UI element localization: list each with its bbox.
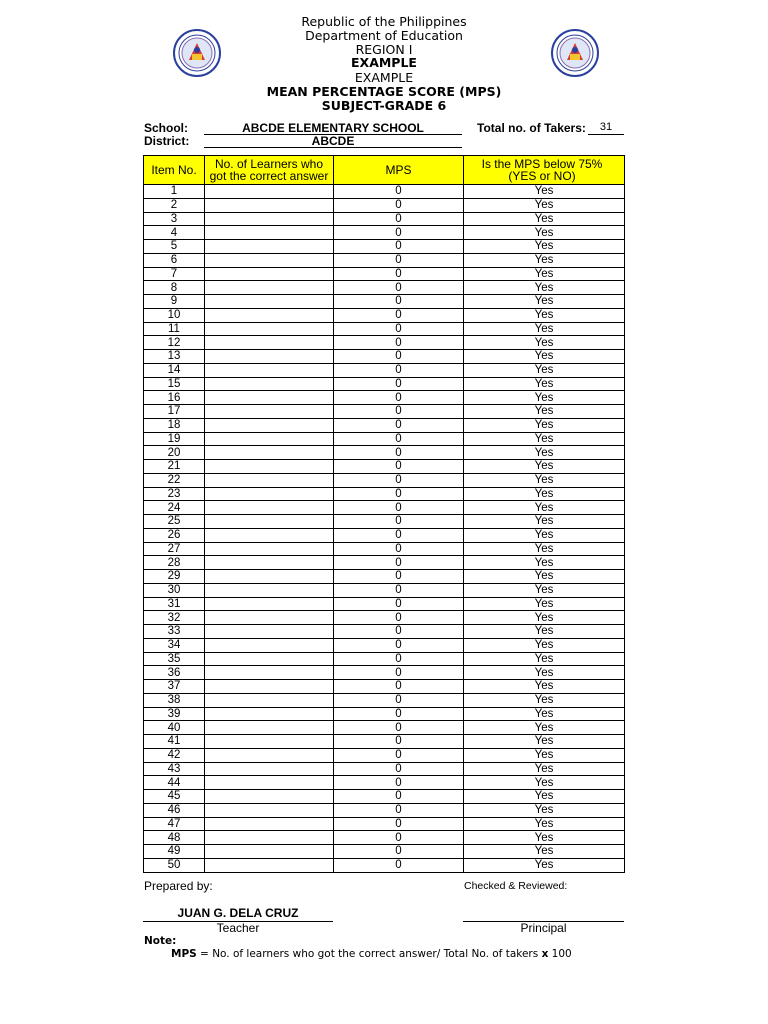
cell-item: 16 (144, 391, 205, 405)
table-row (144, 198, 625, 212)
header-mps: MPS (334, 156, 464, 185)
cell-below: Yes (464, 501, 625, 515)
cell-learners (205, 226, 334, 240)
header-region: REGION I (355, 42, 413, 57)
cell-mps: 0 (334, 350, 464, 364)
cell-mps: 0 (334, 460, 464, 474)
cell-item: 2 (144, 198, 205, 212)
page-title: MEAN PERCENTAGE SCORE (MPS) (266, 84, 502, 99)
table-row (144, 803, 625, 817)
table-row (144, 405, 625, 419)
cell-learners (205, 638, 334, 652)
cell-mps: 0 (334, 638, 464, 652)
cell-item: 31 (144, 597, 205, 611)
cell-mps: 0 (334, 776, 464, 790)
cell-mps: 0 (334, 680, 464, 694)
cell-below: Yes (464, 377, 625, 391)
school-label: School: (144, 121, 188, 135)
cell-item: 37 (144, 680, 205, 694)
table-row (144, 693, 625, 707)
cell-mps: 0 (334, 515, 464, 529)
cell-mps: 0 (334, 253, 464, 267)
table-row (144, 501, 625, 515)
cell-learners (205, 212, 334, 226)
table-row (144, 638, 625, 652)
table-row (144, 858, 625, 872)
cell-item: 8 (144, 281, 205, 295)
cell-mps: 0 (334, 803, 464, 817)
cell-learners (205, 377, 334, 391)
cell-learners (205, 556, 334, 570)
cell-learners (205, 721, 334, 735)
cell-learners (205, 570, 334, 584)
mps-table (143, 155, 625, 873)
cell-learners (205, 845, 334, 859)
cell-mps: 0 (334, 597, 464, 611)
cell-learners (205, 611, 334, 625)
cell-mps: 0 (334, 405, 464, 419)
cell-learners (205, 308, 334, 322)
table-row (144, 350, 625, 364)
formula-text: = No. of learners who got the correct answer/ Total No. of takers (196, 948, 542, 960)
table-row (144, 542, 625, 556)
cell-below: Yes (464, 831, 625, 845)
cell-below: Yes (464, 446, 625, 460)
cell-below: Yes (464, 693, 625, 707)
header-below-75: Is the MPS below 75% (YES or NO) (464, 156, 625, 185)
cell-item: 40 (144, 721, 205, 735)
cell-mps: 0 (334, 363, 464, 377)
header-division: EXAMPLE (351, 55, 417, 70)
cell-mps: 0 (334, 418, 464, 432)
takers-label: Total no. of Takers: (477, 121, 586, 135)
cell-item: 44 (144, 776, 205, 790)
cell-item: 22 (144, 473, 205, 487)
cell-learners (205, 790, 334, 804)
cell-below: Yes (464, 226, 625, 240)
cell-below: Yes (464, 803, 625, 817)
cell-below: Yes (464, 570, 625, 584)
cell-mps: 0 (334, 762, 464, 776)
table-row (144, 748, 625, 762)
cell-learners (205, 762, 334, 776)
cell-below: Yes (464, 473, 625, 487)
cell-item: 28 (144, 556, 205, 570)
cell-item: 21 (144, 460, 205, 474)
cell-mps: 0 (334, 611, 464, 625)
table-row (144, 597, 625, 611)
table-row (144, 845, 625, 859)
cell-item: 9 (144, 295, 205, 309)
deped-seal-left-icon (173, 29, 221, 77)
cell-mps: 0 (334, 693, 464, 707)
table-row (144, 226, 625, 240)
cell-item: 23 (144, 487, 205, 501)
table-row (144, 625, 625, 639)
cell-item: 35 (144, 652, 205, 666)
cell-learners (205, 858, 334, 872)
cell-below: Yes (464, 748, 625, 762)
cell-item: 34 (144, 638, 205, 652)
cell-learners (205, 391, 334, 405)
cell-mps: 0 (334, 528, 464, 542)
district-value: ABCDE (204, 134, 462, 148)
cell-learners (205, 487, 334, 501)
cell-learners (205, 473, 334, 487)
table-row (144, 267, 625, 281)
cell-learners (205, 528, 334, 542)
table-row (144, 666, 625, 680)
cell-item: 42 (144, 748, 205, 762)
table-row (144, 831, 625, 845)
cell-mps: 0 (334, 831, 464, 845)
cell-below: Yes (464, 583, 625, 597)
header-subdivision: EXAMPLE (354, 70, 414, 85)
mps-formula (171, 948, 572, 960)
header-item-no: Item No. (144, 156, 205, 185)
cell-item: 7 (144, 267, 205, 281)
table-row (144, 487, 625, 501)
cell-item: 46 (144, 803, 205, 817)
table-row (144, 212, 625, 226)
cell-learners (205, 776, 334, 790)
cell-item: 5 (144, 240, 205, 254)
cell-below: Yes (464, 281, 625, 295)
cell-item: 14 (144, 363, 205, 377)
cell-item: 38 (144, 693, 205, 707)
formula-times: x (541, 948, 549, 960)
page-subtitle: SUBJECT-GRADE 6 (321, 98, 447, 113)
cell-below: Yes (464, 556, 625, 570)
cell-item: 47 (144, 817, 205, 831)
cell-below: Yes (464, 625, 625, 639)
prepared-by-label: Prepared by: (144, 879, 213, 893)
takers-value: 31 (588, 121, 624, 135)
cell-learners (205, 817, 334, 831)
cell-below: Yes (464, 680, 625, 694)
cell-learners (205, 707, 334, 721)
cell-below: Yes (464, 322, 625, 336)
cell-learners (205, 748, 334, 762)
table-row (144, 473, 625, 487)
cell-learners (205, 625, 334, 639)
cell-item: 17 (144, 405, 205, 419)
cell-mps: 0 (334, 748, 464, 762)
cell-below: Yes (464, 460, 625, 474)
cell-below: Yes (464, 391, 625, 405)
cell-learners (205, 831, 334, 845)
cell-item: 45 (144, 790, 205, 804)
principal-title: Principal (520, 921, 567, 935)
cell-learners (205, 542, 334, 556)
cell-learners (205, 652, 334, 666)
deped-seal-right-icon (551, 29, 599, 77)
table-row (144, 528, 625, 542)
cell-mps: 0 (334, 487, 464, 501)
cell-below: Yes (464, 652, 625, 666)
table-row (144, 432, 625, 446)
cell-learners (205, 281, 334, 295)
cell-mps: 0 (334, 391, 464, 405)
cell-mps: 0 (334, 226, 464, 240)
cell-learners (205, 363, 334, 377)
cell-mps: 0 (334, 817, 464, 831)
header-department: Department of Education (305, 28, 463, 43)
table-row (144, 762, 625, 776)
table-row (144, 556, 625, 570)
cell-learners (205, 583, 334, 597)
cell-item: 33 (144, 625, 205, 639)
cell-below: Yes (464, 762, 625, 776)
table-row (144, 611, 625, 625)
cell-learners (205, 336, 334, 350)
cell-item: 25 (144, 515, 205, 529)
cell-item: 32 (144, 611, 205, 625)
cell-below: Yes (464, 542, 625, 556)
cell-mps: 0 (334, 377, 464, 391)
cell-learners (205, 735, 334, 749)
table-row (144, 418, 625, 432)
cell-learners (205, 267, 334, 281)
cell-mps: 0 (334, 625, 464, 639)
cell-learners (205, 253, 334, 267)
cell-learners (205, 240, 334, 254)
cell-mps: 0 (334, 185, 464, 199)
table-row (144, 322, 625, 336)
cell-item: 10 (144, 308, 205, 322)
cell-learners (205, 432, 334, 446)
cell-learners (205, 515, 334, 529)
cell-item: 11 (144, 322, 205, 336)
cell-below: Yes (464, 240, 625, 254)
table-row (144, 460, 625, 474)
cell-learners (205, 350, 334, 364)
cell-learners (205, 666, 334, 680)
cell-item: 50 (144, 858, 205, 872)
cell-item: 49 (144, 845, 205, 859)
cell-below: Yes (464, 597, 625, 611)
note-label: Note: (144, 935, 177, 947)
table-row (144, 735, 625, 749)
table-row (144, 570, 625, 584)
cell-below: Yes (464, 611, 625, 625)
cell-learners (205, 418, 334, 432)
table-row (144, 652, 625, 666)
cell-below: Yes (464, 721, 625, 735)
cell-below: Yes (464, 858, 625, 872)
cell-mps: 0 (334, 446, 464, 460)
cell-item: 13 (144, 350, 205, 364)
table-row (144, 295, 625, 309)
cell-below: Yes (464, 790, 625, 804)
cell-below: Yes (464, 845, 625, 859)
cell-learners (205, 501, 334, 515)
cell-below: Yes (464, 253, 625, 267)
table-row (144, 308, 625, 322)
cell-mps: 0 (334, 473, 464, 487)
cell-learners (205, 693, 334, 707)
cell-mps: 0 (334, 570, 464, 584)
cell-item: 24 (144, 501, 205, 515)
cell-item: 6 (144, 253, 205, 267)
table-row (144, 336, 625, 350)
cell-mps: 0 (334, 707, 464, 721)
teacher-title: Teacher (216, 921, 260, 935)
cell-below: Yes (464, 817, 625, 831)
cell-item: 15 (144, 377, 205, 391)
cell-learners (205, 597, 334, 611)
cell-learners (205, 680, 334, 694)
cell-mps: 0 (334, 308, 464, 322)
cell-learners (205, 446, 334, 460)
cell-mps: 0 (334, 721, 464, 735)
cell-item: 30 (144, 583, 205, 597)
cell-mps: 0 (334, 583, 464, 597)
cell-learners (205, 405, 334, 419)
cell-mps: 0 (334, 652, 464, 666)
cell-mps: 0 (334, 858, 464, 872)
table-row (144, 776, 625, 790)
cell-mps: 0 (334, 198, 464, 212)
checked-reviewed-label: Checked & Reviewed: (464, 880, 568, 892)
table-row (144, 817, 625, 831)
cell-below: Yes (464, 308, 625, 322)
cell-below: Yes (464, 185, 625, 199)
cell-mps: 0 (334, 790, 464, 804)
cell-item: 19 (144, 432, 205, 446)
cell-item: 43 (144, 762, 205, 776)
cell-below: Yes (464, 350, 625, 364)
cell-item: 36 (144, 666, 205, 680)
cell-learners (205, 295, 334, 309)
cell-below: Yes (464, 528, 625, 542)
cell-mps: 0 (334, 556, 464, 570)
cell-mps: 0 (334, 336, 464, 350)
table-row (144, 240, 625, 254)
formula-end: 100 (548, 948, 572, 960)
cell-item: 20 (144, 446, 205, 460)
table-row (144, 680, 625, 694)
cell-mps: 0 (334, 295, 464, 309)
table-body (144, 185, 625, 873)
table-row (144, 377, 625, 391)
cell-mps: 0 (334, 240, 464, 254)
cell-below: Yes (464, 405, 625, 419)
cell-below: Yes (464, 707, 625, 721)
cell-item: 26 (144, 528, 205, 542)
cell-below: Yes (464, 267, 625, 281)
cell-mps: 0 (334, 281, 464, 295)
header-republic: Republic of the Philippines (301, 14, 467, 29)
cell-item: 39 (144, 707, 205, 721)
cell-below: Yes (464, 735, 625, 749)
cell-mps: 0 (334, 542, 464, 556)
table-row (144, 707, 625, 721)
table-row (144, 281, 625, 295)
cell-below: Yes (464, 638, 625, 652)
cell-below: Yes (464, 212, 625, 226)
cell-item: 1 (144, 185, 205, 199)
cell-item: 18 (144, 418, 205, 432)
cell-below: Yes (464, 295, 625, 309)
table-row (144, 185, 625, 199)
cell-learners (205, 322, 334, 336)
cell-below: Yes (464, 198, 625, 212)
cell-learners (205, 803, 334, 817)
table-row (144, 790, 625, 804)
cell-mps: 0 (334, 735, 464, 749)
teacher-name: JUAN G. DELA CRUZ (177, 906, 299, 920)
school-value: ABCDE ELEMENTARY SCHOOL (204, 121, 462, 135)
formula-term: MPS (171, 948, 197, 960)
table-row (144, 515, 625, 529)
cell-learners (205, 460, 334, 474)
cell-item: 3 (144, 212, 205, 226)
table-row (144, 721, 625, 735)
cell-item: 12 (144, 336, 205, 350)
cell-mps: 0 (334, 322, 464, 336)
district-label: District: (144, 134, 190, 148)
cell-learners (205, 185, 334, 199)
cell-item: 29 (144, 570, 205, 584)
cell-mps: 0 (334, 212, 464, 226)
cell-mps: 0 (334, 267, 464, 281)
cell-item: 41 (144, 735, 205, 749)
cell-below: Yes (464, 666, 625, 680)
table-row (144, 253, 625, 267)
cell-below: Yes (464, 363, 625, 377)
cell-mps: 0 (334, 666, 464, 680)
table-row (144, 583, 625, 597)
cell-item: 48 (144, 831, 205, 845)
cell-below: Yes (464, 336, 625, 350)
table-row (144, 363, 625, 377)
cell-item: 27 (144, 542, 205, 556)
cell-mps: 0 (334, 501, 464, 515)
cell-below: Yes (464, 776, 625, 790)
cell-below: Yes (464, 487, 625, 501)
cell-learners (205, 198, 334, 212)
cell-below: Yes (464, 432, 625, 446)
cell-mps: 0 (334, 432, 464, 446)
cell-below: Yes (464, 418, 625, 432)
cell-item: 4 (144, 226, 205, 240)
table-row (144, 446, 625, 460)
header-learners: No. of Learners who got the correct answer (205, 156, 334, 185)
cell-mps: 0 (334, 845, 464, 859)
cell-below: Yes (464, 515, 625, 529)
table-row (144, 391, 625, 405)
